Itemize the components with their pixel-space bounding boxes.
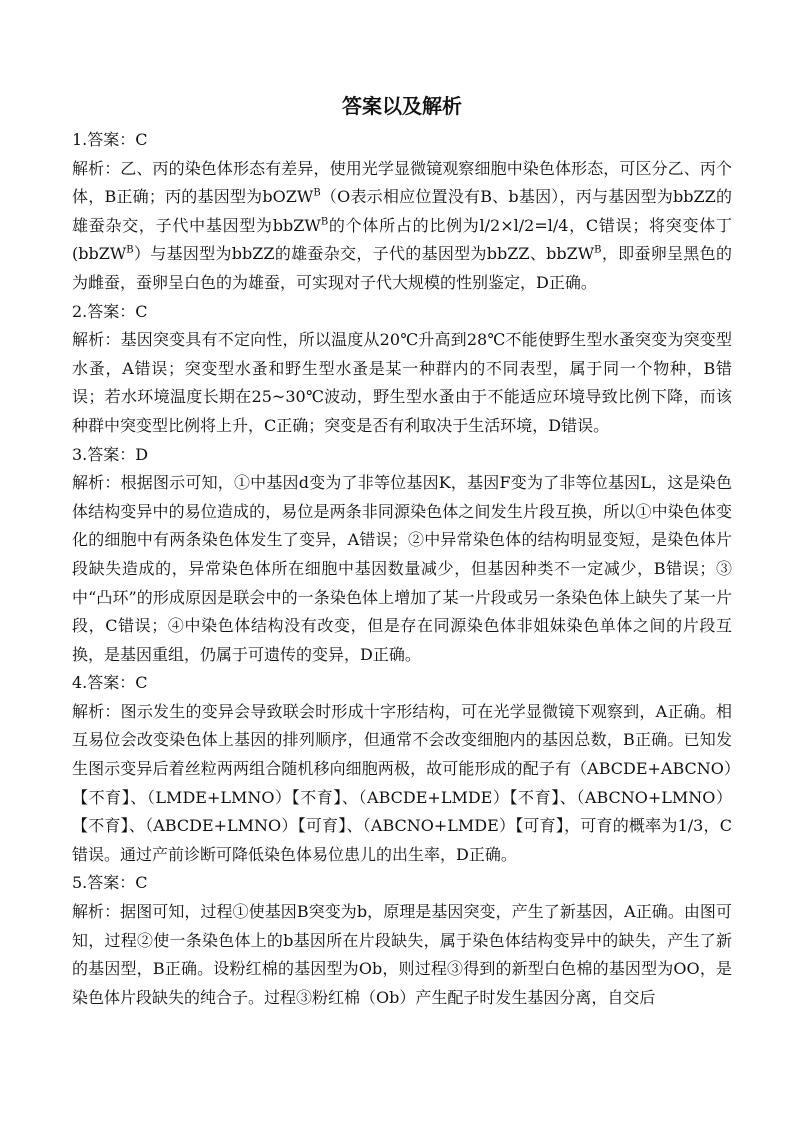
question-2: [72, 298, 732, 441]
answer-line: 4.答案：C: [72, 673, 148, 693]
question-4: [72, 669, 732, 869]
question-1: [72, 126, 732, 298]
answer-line: 2.答案：C: [72, 301, 148, 321]
analysis-paragraph: 解析：乙、丙的染色体形态有差异，使用光学显微镜观察细胞中染色体形态，可区分乙、丙个体，B正确；丙的基因型为bOZW$^B$（O表示相应位置没有B、b基因），丙与基因型为bbZZ的雄蚕杂交，子代中基因型为bbZW$^B$的个体所占的比例为l/2×l/2=l/4，C错误；将突变体丁(bbZW$^B$）与基因型为bbZZ的雄蚕杂交，子代的基因型为bbZZ、bbZW$^B$，即蚕卵呈黑色的为雌蚕，蚕卵呈白色的为雄蚕，可实现对子代大规模的性别鉴定，D正确。: [72, 158, 732, 292]
page-title: 答案以及解析: [342, 94, 462, 118]
answer-line: 3.答案：D: [72, 444, 149, 464]
answer-line: 5.答案：C: [72, 873, 148, 893]
analysis-paragraph: 解析：基因突变具有不定向性，所以温度从20℃升高到28℃不能使野生型水蚤突变为突变型水蚤，A错误；突变型水蚤和野生型水蚤是某一种群内的不同表型，属于同一个物种，B错误；若水环境温度长期在25~30℃波动，野生型水蚤由于不能适应环境导致比例下降，而该种群中突变型比例将上升，C正确；突变是否有利取决于生活环境，D错误。: [72, 330, 732, 435]
document-page: [72, 92, 732, 1012]
analysis-paragraph: 解析：图示发生的变异会导致联会时形成十字形结构，可在光学显微镜下观察到，A正确。相互易位会改变染色体上基因的排列顺序，但通常不会改变细胞内的基因总数，B正确。已知发生图示变异后着丝粒两两组合随机移向细胞两极，故可能形成的配子有（ABCDE+ABCNO）【不育】、（LMDE+LMNO）【不育】、（ABCDE+LMDE）【不育】、（ABCNO+LMNO）【不育】、（ABCDE+LMNO）【可育】、（ABCNO+LMDE）【可育】，可育的概率为1/3，C错误。通过产前诊断可降低染色体易位患儿的出生率，D正确。: [72, 701, 732, 864]
analysis-paragraph: 解析：据图可知，过程①使基因B突变为b，原理是基因突变，产生了新基因，A正确。由图可知，过程②使一条染色体上的b基因所在片段缺失，属于染色体结构变异中的缺失，产生了新的基因型，B正确。设粉红棉的基因型为Ob，则过程③得到的新型白色棉的基因型为OO，是染色体片段缺失的纯合子。过程③粉红棉（Ob）产生配子时发生基因分离，自交后: [72, 902, 732, 1007]
question-5: [72, 869, 732, 1012]
analysis-paragraph: 解析：根据图示可知，①中基因d变为了非等位基因K，基因F变为了非等位基因L，这是染色体结构变异中的易位造成的，易位是两条非同源染色体之间发生片段互换，所以①中染色体变化的细胞中有两条染色体发生了变异，A错误；②中异常染色体的结构明显变短，是染色体片段缺失造成的，异常染色体所在细胞中基因数量减少，但基因种类不一定减少，B错误；③中“凸环”的形成原因是联会中的一条染色体上增加了某一片段或另一条染色体上缺失了某一片段，C错误；④中染色体结构没有改变，但是存在同源染色体非姐妹染色单体之间的片段互换，是基因重组，仍属于可遗传的变异，D正确。: [72, 473, 732, 664]
answer-line: 1.答案：C: [72, 130, 148, 149]
question-3: [72, 441, 732, 670]
